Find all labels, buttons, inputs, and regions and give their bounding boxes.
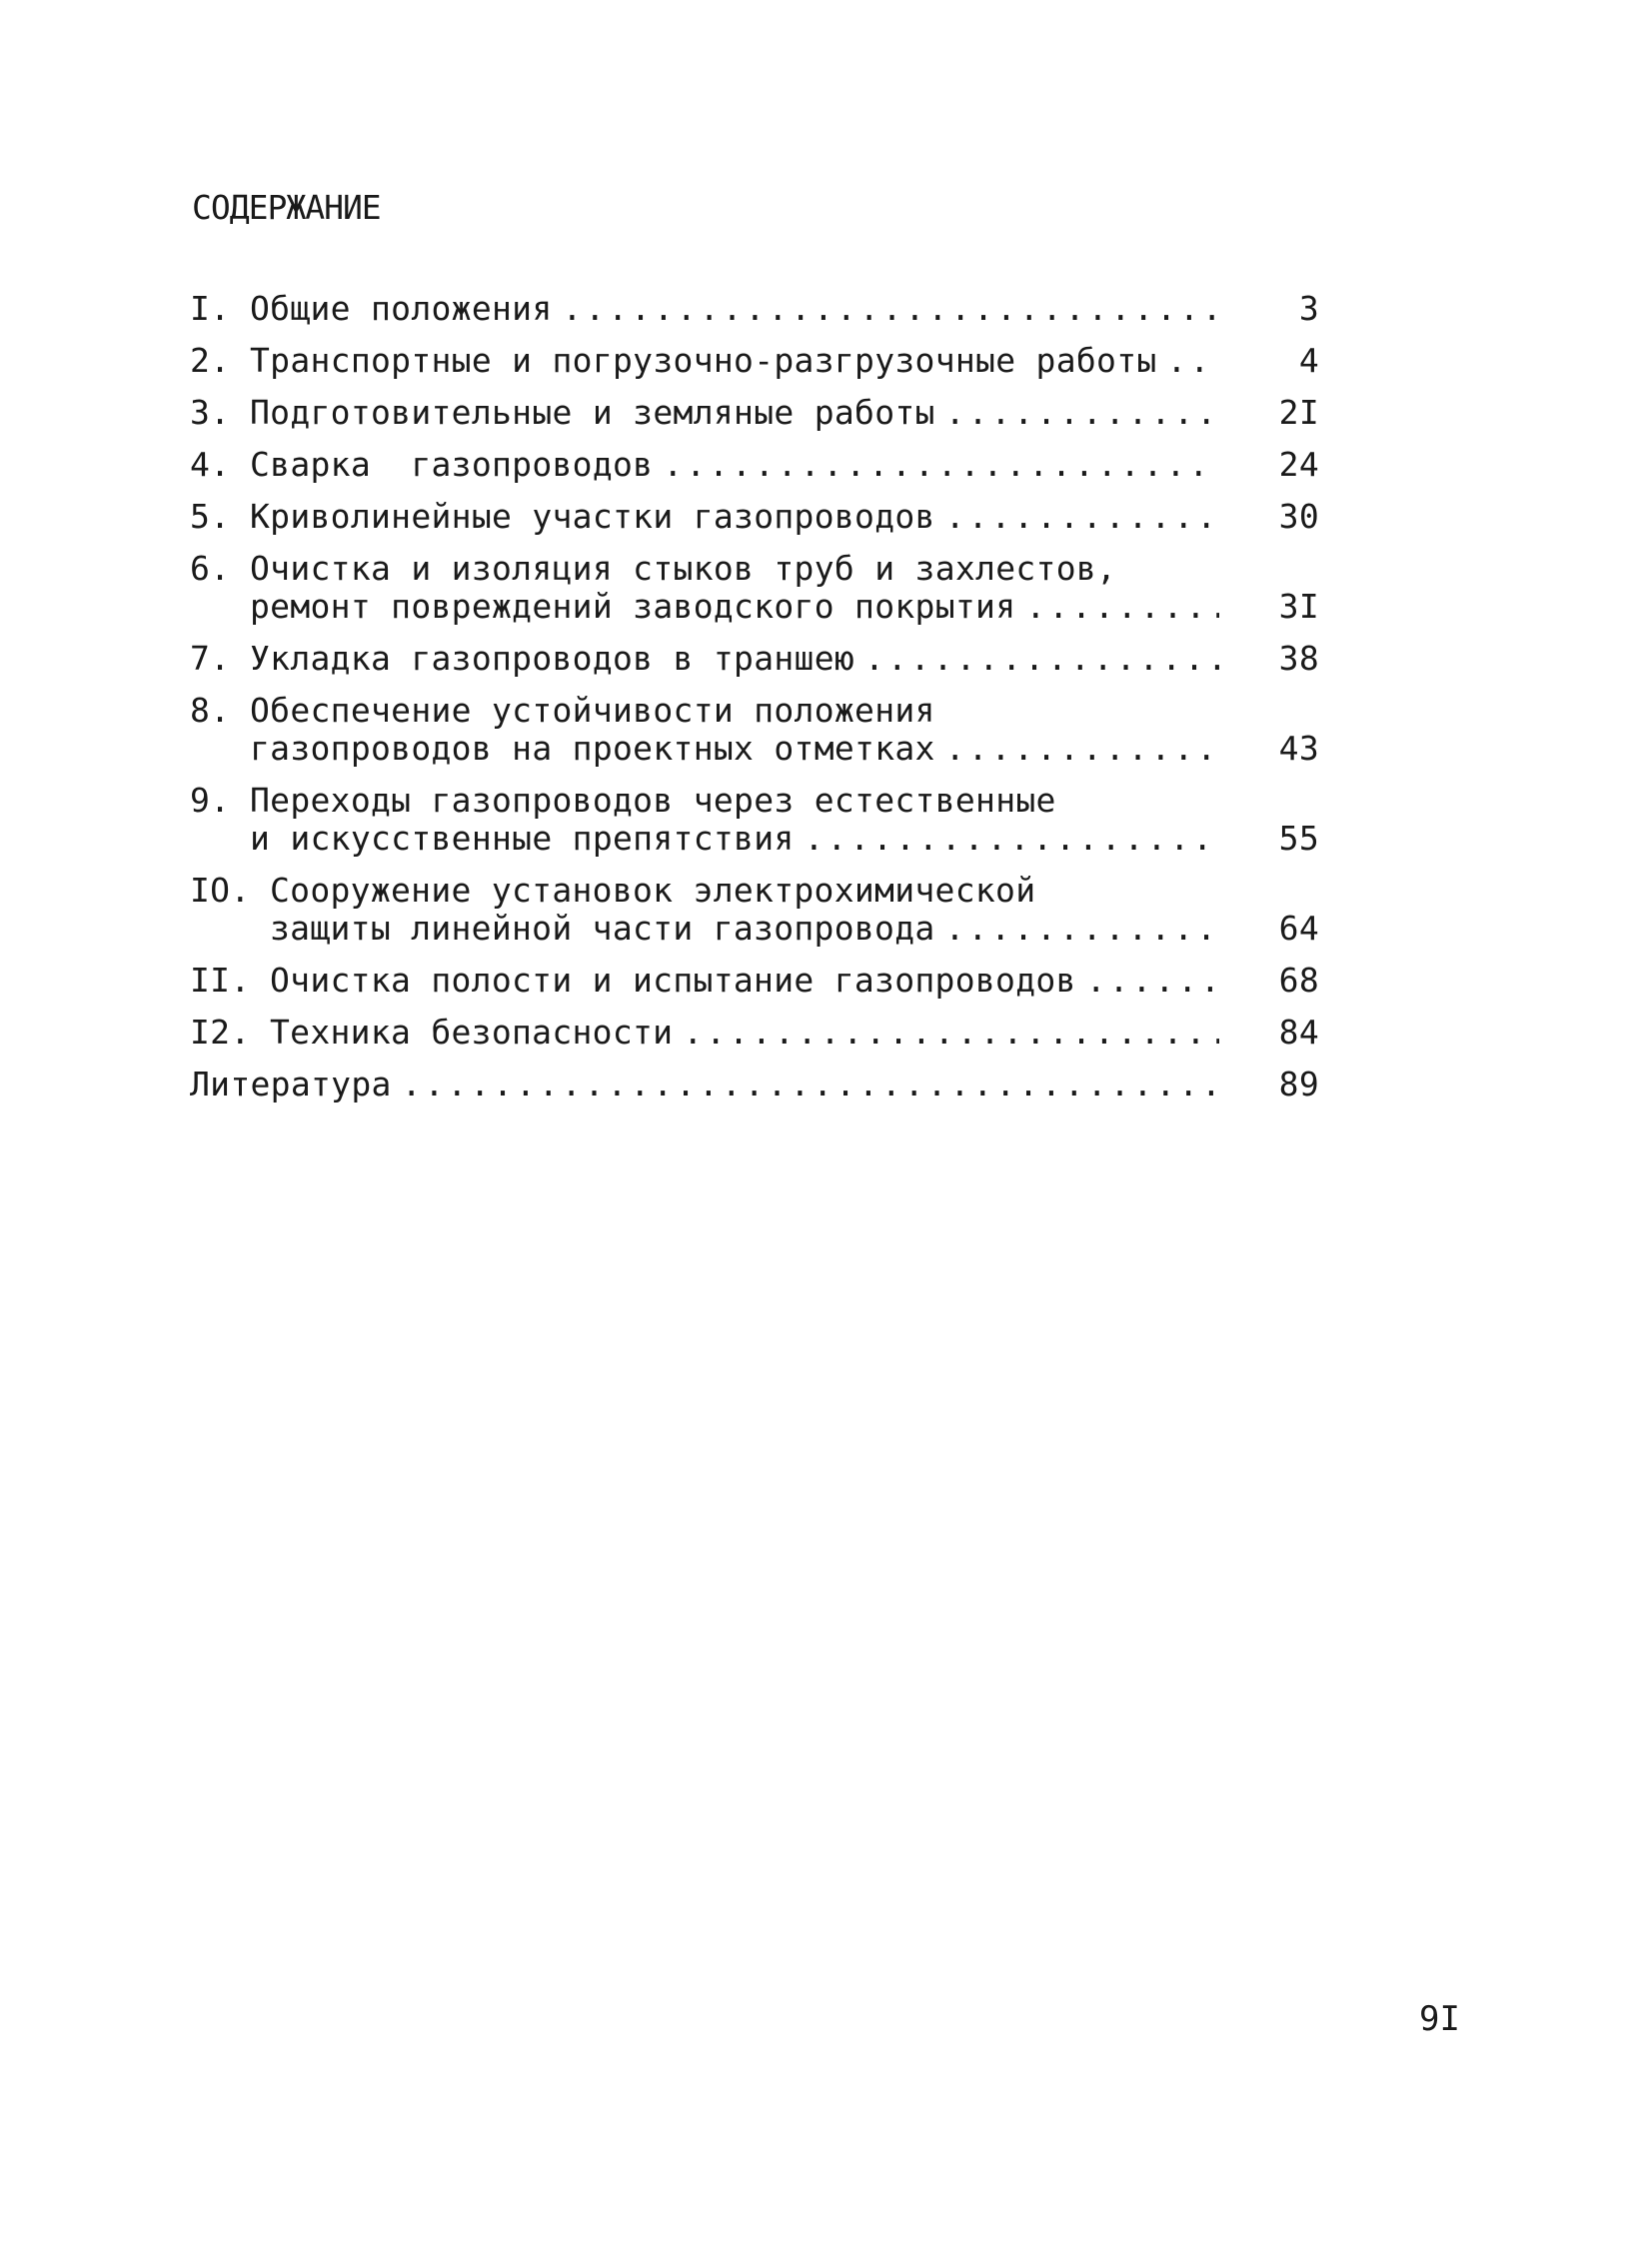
toc-entry-text: [270, 872, 1219, 948]
toc-page-number: 3I: [1278, 587, 1319, 626]
toc-entry-number: 6.: [190, 549, 231, 588]
toc-entry-line: [250, 394, 1219, 432]
toc-entry: [190, 498, 1339, 536]
dot-leader: [1076, 962, 1219, 1000]
table-of-contents: [190, 290, 1339, 1118]
toc-entry-line: [250, 640, 1219, 678]
toc-entry: [190, 640, 1339, 678]
toc-entry-line: Очистка и изоляция стыков труб и захлестов,: [250, 550, 1117, 588]
toc-entry-line: [190, 1066, 1219, 1104]
toc-entry-number: II.: [190, 961, 251, 1000]
toc-entry-text: [270, 1014, 1219, 1052]
toc-entry-line-text: защиты линейной части газопровода: [270, 909, 935, 948]
toc-page-number: 84: [1278, 1013, 1319, 1052]
toc-entry-line-text: Транспортные и погрузочно-разгрузочные работы: [250, 341, 1157, 380]
toc-entry: [190, 394, 1339, 432]
toc-entry-line-text: Криволинейные участки газопроводов: [250, 497, 935, 536]
toc-entry-line-text: Сварка газопроводов: [250, 445, 654, 484]
toc-entry-number: 9.: [190, 781, 231, 820]
toc-entry-text: [250, 550, 1219, 626]
toc-entry-line: [250, 446, 1219, 484]
dot-leader: [553, 290, 1219, 328]
dot-leader: [795, 820, 1219, 858]
toc-entry-line: [250, 290, 1219, 328]
toc-entry-number: 2.: [190, 341, 231, 380]
toc-entry-line-text: Общие положения: [250, 289, 553, 328]
page-title: СОДЕРЖАНИЕ: [192, 188, 381, 227]
toc-entry-number: IO.: [190, 871, 251, 910]
toc-page-number: 55: [1278, 819, 1319, 858]
dot-leader: [673, 1014, 1219, 1052]
toc-entry: [190, 782, 1339, 858]
toc-entry-number: 4.: [190, 445, 231, 484]
toc-entry-line: [250, 730, 1219, 768]
toc-entry-text: [250, 394, 1219, 432]
toc-page-number: 89: [1278, 1065, 1319, 1104]
toc-entry-text: [250, 782, 1219, 858]
toc-entry-line: [250, 820, 1219, 858]
page-number: 9I: [1419, 1999, 1460, 2039]
toc-entry-number: 7.: [190, 639, 231, 678]
toc-page-number: 43: [1278, 729, 1319, 768]
dot-leader: [392, 1066, 1219, 1104]
dot-leader: [854, 640, 1219, 678]
toc-entry-line: [250, 342, 1219, 380]
toc-entry-number: I.: [190, 289, 231, 328]
toc-page-number: 4: [1298, 341, 1319, 380]
toc-entry-line: [250, 588, 1219, 626]
toc-entry: [190, 692, 1339, 768]
toc-entry-number: 5.: [190, 497, 231, 536]
dot-leader: [653, 446, 1219, 484]
toc-entry-line-text: Подготовительные и земляные работы: [250, 393, 935, 432]
toc-entry-line: Обеспечение устойчивости положения: [250, 692, 935, 730]
toc-page-number: 38: [1278, 639, 1319, 678]
toc-entry: [190, 290, 1339, 328]
toc-page-number: 24: [1278, 445, 1319, 484]
dot-leader: [935, 394, 1219, 432]
toc-entry-line: Переходы газопроводов через естественные: [250, 782, 1056, 820]
toc-page-number: 64: [1278, 909, 1319, 948]
toc-entry-line: [250, 498, 1219, 536]
toc-entry-line: [270, 1014, 1219, 1052]
toc-entry: [190, 342, 1339, 380]
toc-entry-line-text: Очистка полости и испытание газопроводов: [270, 961, 1076, 1000]
dot-leader: [1015, 588, 1219, 626]
toc-entry-number: I2.: [190, 1013, 251, 1052]
toc-entry: [190, 962, 1339, 1000]
toc-entry-line: [270, 962, 1219, 1000]
toc-entry-text: [270, 962, 1219, 1000]
toc-entry-text: [250, 640, 1219, 678]
dot-leader: [935, 910, 1219, 948]
toc-entry-literature: [190, 1066, 1339, 1104]
toc-entry: [190, 1014, 1339, 1052]
toc-entry-number: 8.: [190, 691, 231, 730]
toc-entry-text: [250, 290, 1219, 328]
toc-page-number: 2I: [1278, 393, 1319, 432]
toc-entry-text: [250, 692, 1219, 768]
toc-entry-line-text: Техника безопасности: [270, 1013, 674, 1052]
toc-entry-line: [270, 910, 1219, 948]
toc-entry: [190, 446, 1339, 484]
toc-page-number: 3: [1298, 289, 1319, 328]
toc-entry: [190, 872, 1339, 948]
toc-entry-text: [250, 342, 1219, 380]
toc-entry-line-text: ремонт повреждений заводского покрытия: [250, 587, 1016, 626]
toc-entry: [190, 550, 1339, 626]
toc-entry-line: Сооружение установок электрохимической: [270, 872, 1036, 910]
toc-entry-line-text: газопроводов на проектных отметках: [250, 729, 935, 768]
toc-entry-number: 3.: [190, 393, 231, 432]
dot-leader: [935, 730, 1219, 768]
toc-entry-text: [250, 446, 1219, 484]
toc-entry-line-text: Укладка газопроводов в траншею: [250, 639, 855, 678]
dot-leader: [935, 498, 1219, 536]
toc-entry-line-text: и искусственные препятствия: [250, 819, 795, 858]
dot-leader: [1157, 342, 1219, 380]
toc-page-number: 68: [1278, 961, 1319, 1000]
toc-entry-text: [250, 498, 1219, 536]
literature-label: Литература: [190, 1065, 392, 1104]
toc-page-number: 30: [1278, 497, 1319, 536]
